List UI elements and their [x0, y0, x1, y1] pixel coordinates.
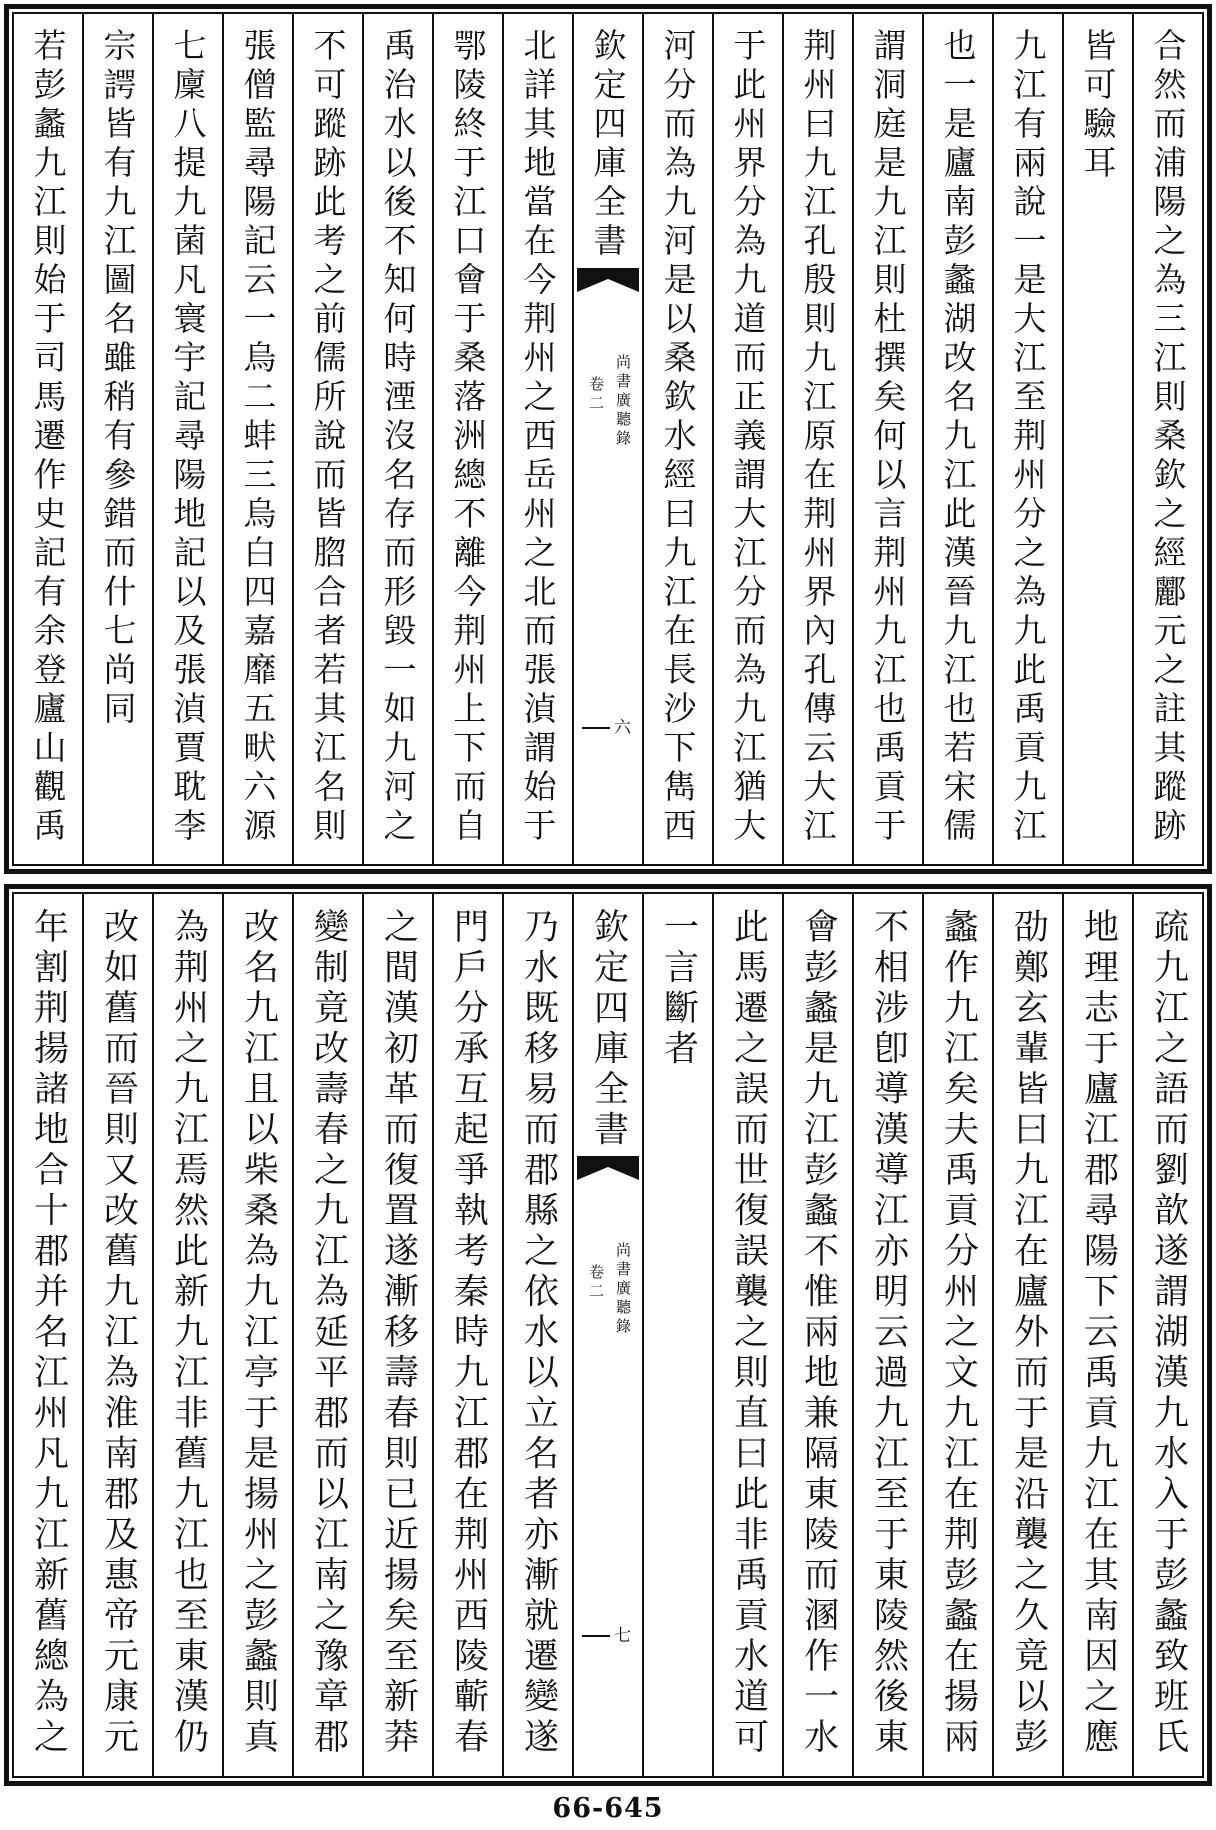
text-column	[364, 14, 434, 864]
text-column	[154, 894, 224, 1776]
text-column	[504, 894, 574, 1776]
text-column	[224, 14, 294, 864]
column-text: 乃水既移易而郡縣之依水以立名者亦漸就遷變遂	[518, 908, 559, 1759]
upper-page-frame	[12, 12, 1204, 866]
text-column	[84, 894, 154, 1776]
book-title: 欽定四庫全書	[588, 28, 628, 262]
upper-page	[4, 4, 1212, 874]
juan-label: 卷二	[587, 1264, 605, 1302]
text-column	[154, 14, 224, 864]
lower-page	[4, 884, 1212, 1786]
text-column	[1064, 894, 1134, 1776]
column-text: 為荆州之九江焉然此新九江非舊九江也至東漢仍	[168, 908, 209, 1759]
column-text: 會彭蠡是九江彭蠡不惟兩地兼隔東陵而溷作一水	[798, 908, 839, 1759]
column-text: 若彭蠡九江則始于司馬遷作史記有余登廬山觀禹	[28, 28, 68, 847]
text-column	[84, 14, 154, 864]
text-column	[714, 894, 784, 1776]
leaf-divider	[582, 1635, 610, 1637]
column-text: 七廩八提九菌凡寰宇記尋陽地記以及張湞賈耽李	[168, 28, 208, 847]
text-column	[1134, 894, 1202, 1776]
text-column	[994, 14, 1064, 864]
column-text: 一言斷者	[658, 908, 699, 1070]
column-text: 地理志于廬江郡尋陽下云禹貢九江在其南因之應	[1078, 908, 1119, 1759]
lower-page-frame	[12, 892, 1204, 1778]
column-text: 張僧監尋陽記云一烏二蚌三烏白四嘉靡五畎六源	[238, 28, 278, 847]
column-text: 劭鄭玄輩皆曰九江在廬外而于是沿襲之久竟以彭	[1008, 908, 1049, 1759]
column-text: 宗諤皆有九江圖名雖稍有參錯而什七尚同	[98, 28, 138, 730]
text-column	[434, 894, 504, 1776]
text-column	[1134, 14, 1202, 864]
column-text: 荆州曰九江孔殷則九江原在荆州界內孔傳云大江	[798, 28, 838, 847]
text-column	[924, 14, 994, 864]
leaf-number: 六	[610, 718, 630, 735]
text-column	[364, 894, 434, 1776]
column-text: 變制竟改壽春之九江為延平郡而以江南之豫章郡	[308, 908, 349, 1759]
book-title: 欽定四庫全書	[588, 908, 629, 1151]
page-number: 66-645	[552, 1793, 664, 1824]
text-column	[714, 14, 784, 864]
column-text: 不可蹤跡此考之前儒所說而皆脗合者若其江名則	[308, 28, 348, 847]
column-text: 皆可驗耳	[1078, 28, 1118, 184]
column-text: 改名九江且以柴桑為九江亭于是揚州之彭蠡則真	[238, 908, 279, 1759]
center-column	[574, 14, 644, 864]
column-text: 合然而浦陽之為三江則桑欽之經酈元之註其蹤跡	[1148, 28, 1188, 847]
column-text: 不相涉卽導漢導江亦明云過九江至于東陵然後東	[868, 908, 909, 1759]
text-column	[784, 14, 854, 864]
column-text: 謂洞庭是九江則杜撰矣何以言荆州九江也禹貢于	[868, 28, 908, 847]
leaf-divider	[582, 727, 610, 729]
text-column	[784, 894, 854, 1776]
column-text: 禹治水以後不知何時湮沒名存而形毀一如九河之	[378, 28, 418, 847]
column-text: 北詳其地當在今荆州之西岳州之北而張湞謂始于	[518, 28, 558, 847]
column-text: 九江有兩說一是大江至荆州分之為九此禹貢九江	[1008, 28, 1048, 847]
fish-tail-icon	[577, 1156, 639, 1180]
text-column	[434, 14, 504, 864]
text-column	[924, 894, 994, 1776]
column-text: 此馬遷之誤而世復誤襲之則直曰此非禹貢水道可	[728, 908, 769, 1759]
column-text: 蠡作九江矣夫禹貢分州之文九江在荆彭蠡在揚兩	[938, 908, 979, 1759]
juan-label: 卷二	[587, 376, 605, 414]
column-text: 河分而為九河是以桑欽水經曰九江在長沙下雋西	[658, 28, 698, 847]
leaf-number: 七	[610, 1626, 630, 1643]
text-column	[994, 894, 1064, 1776]
column-text: 也一是廬南彭蠡湖改名九江此漢晉九江也若宋儒	[938, 28, 978, 847]
text-column	[294, 894, 364, 1776]
text-column	[644, 14, 714, 864]
text-column	[854, 14, 924, 864]
text-column	[294, 14, 364, 864]
column-text: 疏九江之語而劉歆遂謂湖漢九水入于彭蠡致班氏	[1148, 908, 1189, 1759]
center-column	[574, 894, 644, 1776]
text-column	[504, 14, 574, 864]
text-column	[854, 894, 924, 1776]
text-column	[644, 894, 714, 1776]
text-column	[14, 14, 84, 864]
column-text: 年割荆揚諸地合十郡并名江州凡九江新舊總為之	[28, 908, 69, 1759]
text-column	[224, 894, 294, 1776]
column-text: 鄂陵終于江口會于桑落洲總不離今荆州上下而自	[448, 28, 488, 847]
text-column	[14, 894, 84, 1776]
work-title: 尚書廣聽錄	[614, 354, 632, 449]
column-text: 門戶分承互起爭執考秦時九江郡在荆州西陵蘄春	[448, 908, 489, 1759]
column-text: 之間漢初革而復置遂漸移壽春則已近揚矣至新莽	[378, 908, 419, 1759]
column-text: 于此州界分為九道而正義謂大江分而為九江猶大	[728, 28, 768, 847]
fish-tail-icon	[577, 268, 639, 292]
text-column	[1064, 14, 1134, 864]
column-text: 改如舊而晉則又改舊九江為淮南郡及惠帝元康元	[98, 908, 139, 1759]
work-title: 尚書廣聽錄	[614, 1242, 632, 1337]
